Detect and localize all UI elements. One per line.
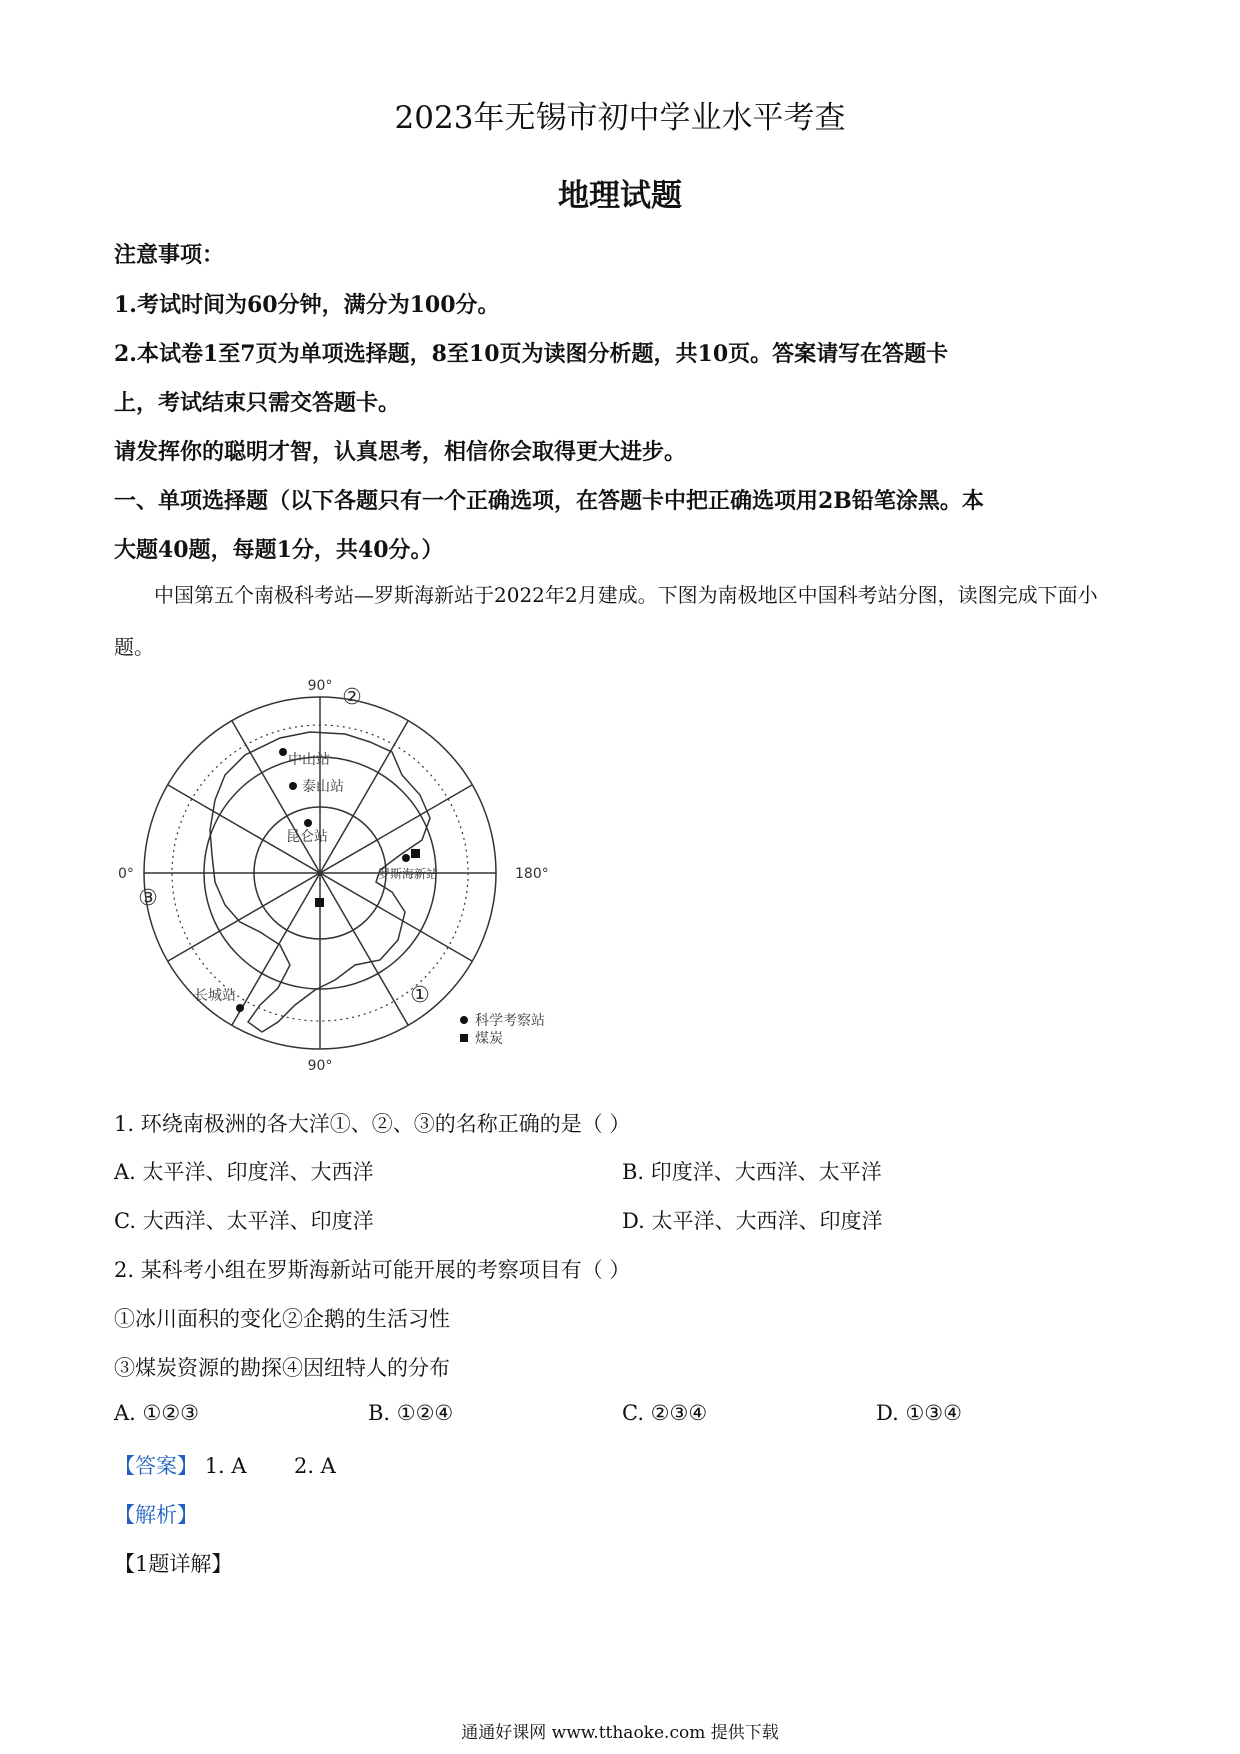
answer-key-label: 【答案】 xyxy=(114,1454,198,1478)
legend-coal-label: 煤炭 xyxy=(475,1031,503,1047)
map-label-right: 180° xyxy=(515,866,549,882)
map-label-left: 0° xyxy=(118,866,134,882)
q2-option-d: D. ①③④ xyxy=(876,1401,962,1425)
page-subtitle: 地理试题 xyxy=(558,178,682,214)
q2-option-a: A. ①②③ xyxy=(114,1401,199,1425)
station-label-zhongshan: 中山站 xyxy=(288,752,330,768)
map-label-bottom: 90° xyxy=(307,1058,333,1074)
ocean-label-3: ③ xyxy=(138,886,158,911)
legend-coal-mark xyxy=(460,1034,468,1042)
q2-option-b: B. ①②④ xyxy=(368,1401,454,1425)
notice-item-2-line-2: 上，考试结束只需交答题卡。 xyxy=(114,390,401,416)
notice-encourage: 请发挥你的聪明才智，认真思考，相信你会取得更大进步。 xyxy=(114,439,687,465)
notice-heading: 注意事项： xyxy=(114,242,225,268)
station-label-kunlun: 昆仑站 xyxy=(286,829,328,845)
question-intro: 中国第五个南极科考站—罗斯海新站于2022年2月建成。下图为南极地区中国科考站分图，读图完成下面小题。 xyxy=(114,583,1098,659)
station-label-changcheng: 长城站 xyxy=(194,988,236,1004)
answer-line xyxy=(114,1450,336,1480)
page-title: 2023年无锡市初中学业水平考查 xyxy=(394,100,846,136)
page-footer: 通通好课网 www.tthaoke.com 提供下载 xyxy=(461,1723,779,1743)
q2-option-c: C. ②③④ xyxy=(622,1401,708,1425)
q1-option-d: D. 太平洋、大西洋、印度洋 xyxy=(622,1209,883,1233)
analysis-label: 【解析】 xyxy=(114,1503,198,1527)
section-1-line-2: 大题40题，每题1分，共40分。） xyxy=(114,537,444,563)
q2-stem: 2. 某科考小组在罗斯海新站可能开展的考察项目有（ ） xyxy=(114,1258,631,1282)
legend-station-dot xyxy=(460,1016,468,1024)
ocean-label-1: ① xyxy=(410,983,430,1008)
detail-1-label: 【1题详解】 xyxy=(114,1552,233,1576)
q1-option-a: A. 太平洋、印度洋、大西洋 xyxy=(114,1160,374,1184)
q1-option-b: B. 印度洋、大西洋、太平洋 xyxy=(622,1160,882,1184)
station-label-rosssea: 罗斯海新站 xyxy=(378,867,439,881)
answer-value-1: 1. A xyxy=(204,1454,247,1478)
coal-mark-rosssea xyxy=(411,849,420,858)
q2-items-line-2: ③煤炭资源的勘探④因纽特人的分布 xyxy=(114,1356,450,1380)
q1-option-c: C. 大西洋、太平洋、印度洋 xyxy=(114,1209,374,1233)
q1-stem: 1. 环绕南极洲的各大洋①、②、③的名称正确的是（ ） xyxy=(114,1112,631,1136)
station-dot-rosssea xyxy=(402,854,410,862)
antarctic-map xyxy=(118,660,550,1090)
station-dot-changcheng xyxy=(236,1004,244,1012)
legend-station-label: 科学考察站 xyxy=(475,1013,545,1029)
q2-items-line-1: ①冰川面积的变化②企鹅的生活习性 xyxy=(114,1307,450,1331)
station-dot-zhongshan xyxy=(279,748,287,756)
answer-value-2: 2. A xyxy=(293,1454,336,1478)
station-dot-kunlun xyxy=(304,819,312,827)
notice-item-1: 1.考试时间为60分钟，满分为100分。 xyxy=(114,292,500,318)
ocean-label-2: ② xyxy=(342,685,362,710)
station-dot-taishan xyxy=(289,782,297,790)
map-label-top: 90° xyxy=(307,678,333,694)
notice-item-2-line-1: 2.本试卷1至7页为单项选择题，8至10页为读图分析题，共10页。答案请写在答题卡 xyxy=(114,341,949,367)
coal-mark-interior xyxy=(315,898,324,907)
section-1-line-1: 一、单项选择题（以下各题只有一个正确选项，在答题卡中把正确选项用2B铅笔涂黑。本 xyxy=(114,488,984,514)
station-label-taishan: 泰山站 xyxy=(302,779,344,795)
